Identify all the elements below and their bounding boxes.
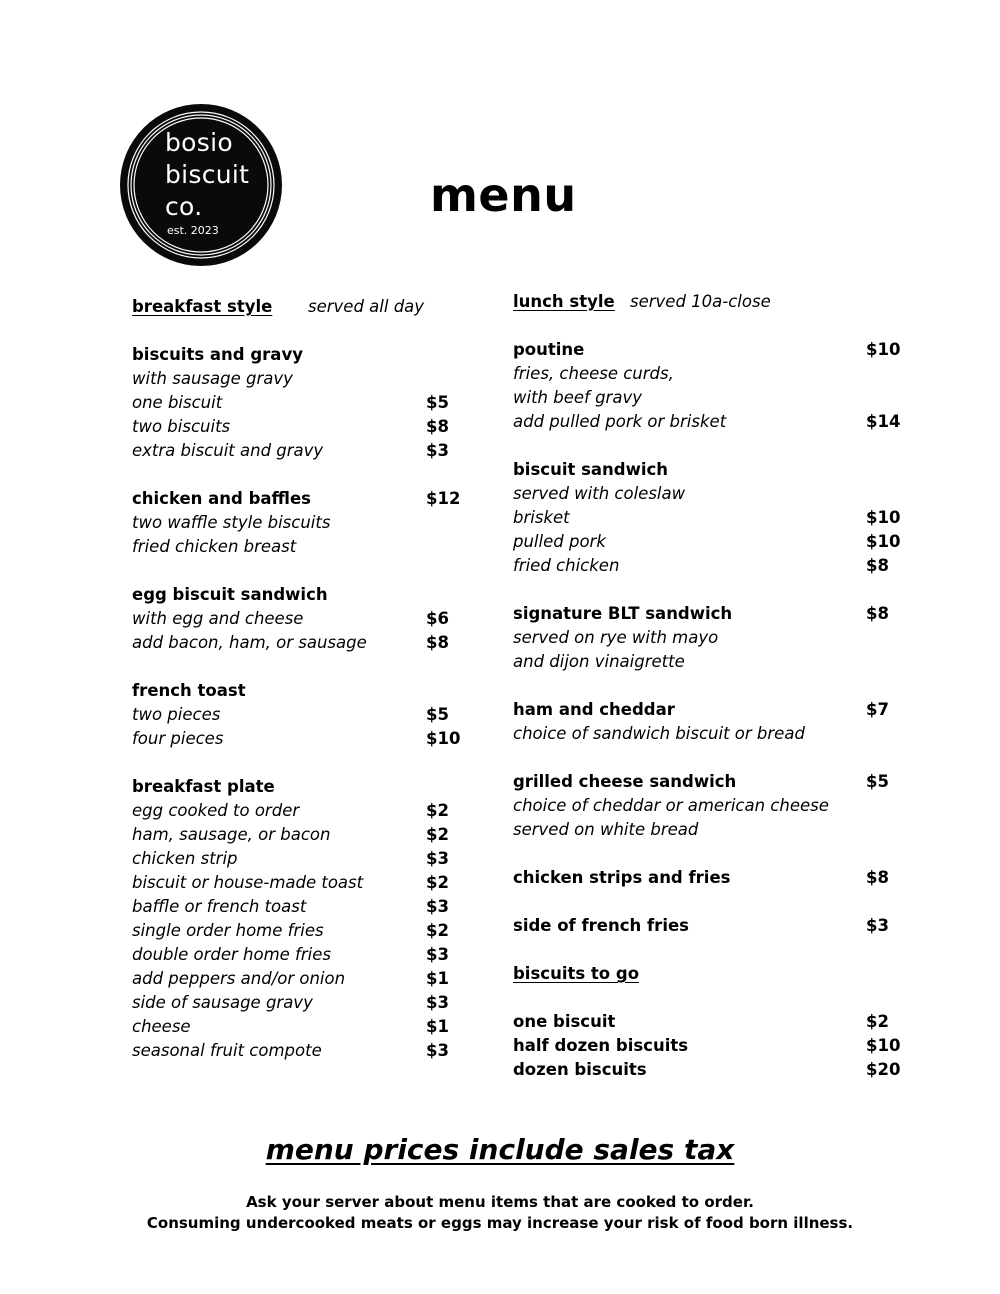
logo-line-3: co.: [165, 192, 203, 221]
item-line: two pieces: [132, 705, 221, 724]
item-name: grilled cheese sandwich: [513, 772, 737, 791]
item-price: $5: [866, 772, 889, 791]
item-line: pulled pork: [513, 532, 606, 551]
item-name: breakfast plate: [132, 777, 275, 796]
breakfast-heading: breakfast style: [132, 297, 273, 316]
item-price: $14: [866, 412, 901, 431]
item-name: biscuit sandwich: [513, 460, 669, 479]
item-line: seasonal fruit compote: [132, 1041, 322, 1060]
item-line: two waffle style biscuits: [132, 513, 331, 532]
item-line: ham, sausage, or bacon: [132, 825, 331, 844]
togo-heading: biscuits to go: [513, 964, 640, 983]
item-line: single order home fries: [132, 921, 324, 940]
item-price: $7: [866, 700, 889, 719]
item-line: fried chicken: [513, 556, 620, 575]
logo-line-1: bosio: [165, 128, 233, 157]
item-name: dozen biscuits: [513, 1060, 647, 1079]
item-price: $2: [866, 1012, 889, 1031]
item-price: $12: [426, 489, 461, 508]
item-name: chicken and baffles: [132, 489, 311, 508]
item-name: signature BLT sandwich: [513, 604, 733, 623]
item-price: $10: [866, 340, 901, 359]
item-name: biscuits and gravy: [132, 345, 303, 364]
item-name: french toast: [132, 681, 246, 700]
item-price: $3: [866, 916, 889, 935]
item-line: chicken strip: [132, 849, 238, 868]
item-line: one biscuit: [132, 393, 223, 412]
disclaimer-line-2: Consuming undercooked meats or eggs may increase your risk of food born illness.: [146, 1214, 854, 1232]
item-line: biscuit or house-made toast: [132, 873, 364, 892]
item-line: fried chicken breast: [132, 537, 297, 556]
item-line: two biscuits: [132, 417, 231, 436]
item-line: side of sausage gravy: [132, 993, 313, 1012]
item-line: egg cooked to order: [132, 801, 300, 820]
item-price: $8: [426, 633, 449, 652]
item-line: brisket: [513, 508, 570, 527]
logo-line-2: biscuit: [165, 160, 250, 189]
item-name: side of french fries: [513, 916, 689, 935]
item-price: $20: [866, 1060, 901, 1079]
item-price: $10: [426, 729, 461, 748]
item-name: half dozen biscuits: [513, 1036, 689, 1055]
item-line: four pieces: [132, 729, 224, 748]
item-price: $8: [426, 417, 449, 436]
item-description: choice of sandwich biscuit or bread: [513, 724, 805, 743]
item-description: served on white bread: [513, 820, 699, 839]
item-price: $3: [426, 897, 449, 916]
item-description: fries, cheese curds,: [513, 364, 674, 383]
item-price: $2: [426, 801, 449, 820]
item-price: $3: [426, 1041, 449, 1060]
item-price: $10: [866, 1036, 901, 1055]
item-name: chicken strips and fries: [513, 868, 731, 887]
item-name: poutine: [513, 340, 585, 359]
item-description: with sausage gravy: [132, 369, 293, 388]
item-price: $8: [866, 604, 889, 623]
item-name: one biscuit: [513, 1012, 616, 1031]
breakfast-note: served all day: [308, 297, 425, 316]
item-price: $3: [426, 993, 449, 1012]
item-line: add pulled pork or brisket: [513, 412, 727, 431]
item-price: $5: [426, 705, 449, 724]
sales-tax-note: menu prices include sales tax: [265, 1133, 735, 1166]
item-price: $6: [426, 609, 449, 628]
logo-established: est. 2023: [167, 224, 219, 237]
item-price: $1: [426, 969, 449, 988]
item-price: $2: [426, 825, 449, 844]
item-price: $1: [426, 1017, 449, 1036]
item-price: $8: [866, 556, 889, 575]
item-price: $5: [426, 393, 449, 412]
item-price: $2: [426, 873, 449, 892]
item-name: ham and cheddar: [513, 700, 675, 719]
item-description: and dijon vinaigrette: [513, 652, 685, 671]
item-price: $8: [866, 868, 889, 887]
item-description: served with coleslaw: [513, 484, 686, 503]
item-price: $3: [426, 441, 449, 460]
item-price: $2: [426, 921, 449, 940]
lunch-note: served 10a-close: [630, 292, 771, 311]
item-line: with egg and cheese: [132, 609, 304, 628]
item-description: served on rye with mayo: [513, 628, 719, 647]
item-line: cheese: [132, 1017, 191, 1036]
item-line: extra biscuit and gravy: [132, 441, 324, 460]
item-line: double order home fries: [132, 945, 331, 964]
item-line: baffle or french toast: [132, 897, 307, 916]
item-line: add bacon, ham, or sausage: [132, 633, 367, 652]
item-description: with beef gravy: [513, 388, 642, 407]
page-title: menu: [430, 168, 577, 222]
item-description: choice of cheddar or american cheese: [513, 796, 829, 815]
item-price: $10: [866, 508, 901, 527]
logo: [120, 104, 282, 266]
item-price: $3: [426, 849, 449, 868]
item-line: add peppers and/or onion: [132, 969, 346, 988]
item-name: egg biscuit sandwich: [132, 585, 328, 604]
item-price: $10: [866, 532, 901, 551]
lunch-heading: lunch style: [513, 292, 615, 311]
disclaimer-line-1: Ask your server about menu items that are cooked to order.: [246, 1193, 754, 1211]
item-price: $3: [426, 945, 449, 964]
